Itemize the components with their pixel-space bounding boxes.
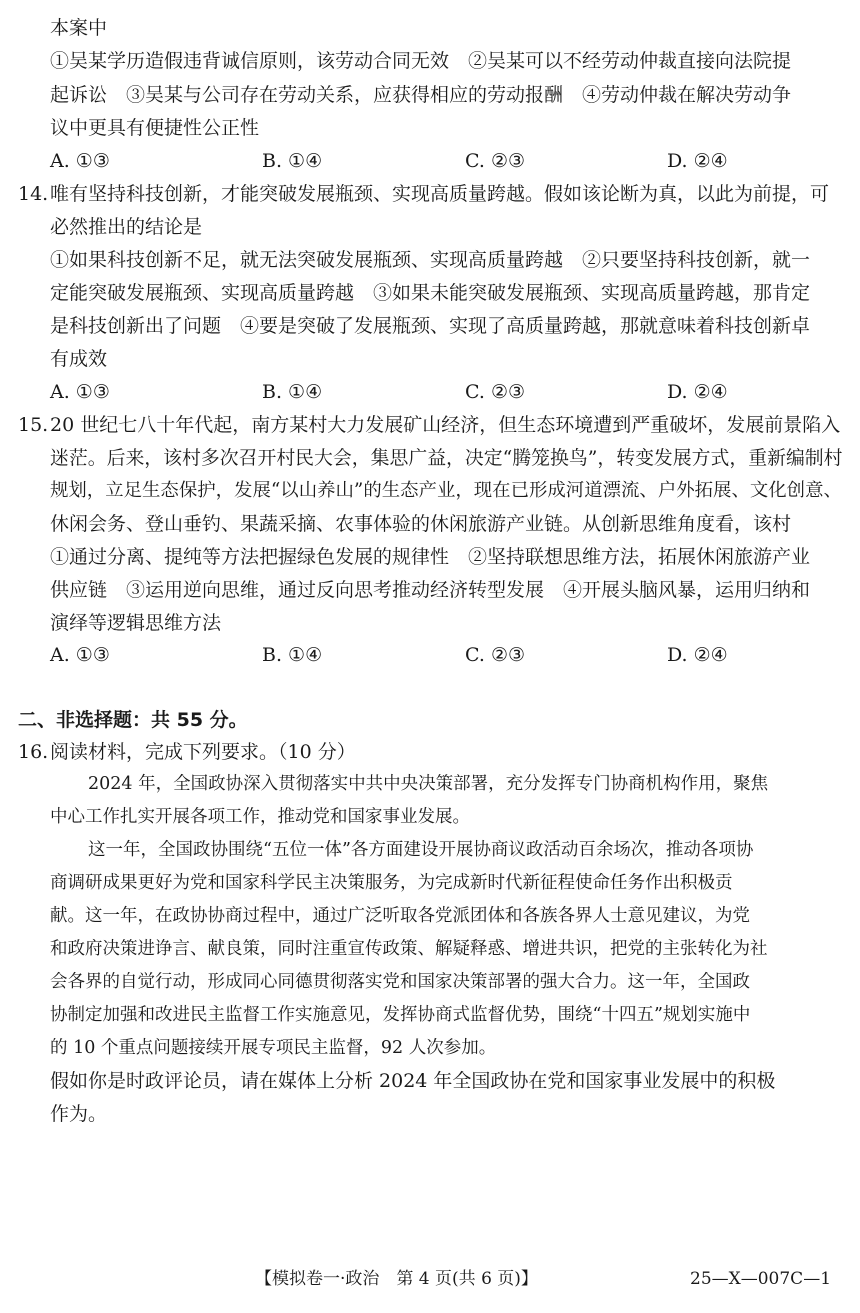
q15-item-line: 供应链 ③运用逆向思维，通过反向思考推动经济转型发展 ④开展头脑风暴，运用归纳和 bbox=[50, 579, 811, 601]
q16-question-line: 作为。 bbox=[50, 1103, 108, 1125]
q16-material-line: 中心工作扎实开展各项工作，推动党和国家事业发展。 bbox=[50, 807, 470, 827]
q16-material-line: 商调研成果更好为党和国家科学民主决策服务，为完成新时代新征程使命任务作出积极贡 bbox=[50, 873, 733, 893]
q14-item-line: 有成效 bbox=[50, 348, 108, 370]
q15-option-b: B. ①④ bbox=[262, 644, 323, 666]
q14-option-c: C. ②③ bbox=[465, 381, 526, 403]
q16-number: 16. bbox=[18, 741, 49, 763]
q16-instruction: 阅读材料，完成下列要求。（10 分） bbox=[50, 741, 356, 763]
q15-stem-line: 休闲会务、登山垂钓、果蔬采摘、农事体验的休闲旅游产业链。从创新思维角度看，该村 bbox=[50, 513, 792, 535]
q14-item-line: ①如果科技创新不足，就无法突破发展瓶颈、实现高质量跨越 ②只要坚持科技创新，就一 bbox=[50, 249, 811, 271]
q14-option-d: D. ②④ bbox=[667, 381, 728, 403]
q14-item-line: 定能突破发展瓶颈、实现高质量跨越 ③如果未能突破发展瓶颈、实现高质量跨越，那肯定 bbox=[50, 282, 811, 304]
q13-item-line: 起诉讼 ③吴某与公司存在劳动关系，应获得相应的劳动报酬 ④劳动仲裁在解决劳动争 bbox=[50, 84, 792, 106]
q15-option-a: A. ①③ bbox=[50, 644, 110, 666]
q15-item-line: ①通过分离、提纯等方法把握绿色发展的规律性 ②坚持联想思维方法，拓展休闲旅游产业 bbox=[50, 546, 811, 568]
q14-option-b: B. ①④ bbox=[262, 381, 323, 403]
q15-option-c: C. ②③ bbox=[465, 644, 526, 666]
q15-stem-line: 20 世纪七八十年代起，南方某村大力发展矿山经济，但生态环境遭到严重破坏，发展前景陷入 bbox=[50, 414, 841, 436]
section-heading: 二、非选择题：共 55 分。 bbox=[18, 709, 248, 731]
q14-stem-line: 必然推出的结论是 bbox=[50, 216, 203, 238]
q16-material-line: 会各界的自觉行动，形成同心同德贯彻落实党和国家决策部署的强大合力。这一年，全国政 bbox=[50, 972, 750, 992]
q15-stem-line: 迷茫。后来，该村多次召开村民大会，集思广益，决定“腾笼换鸟”，转变发展方式，重新编制村 bbox=[50, 447, 843, 469]
q16-material-line: 2024 年，全国政协深入贯彻落实中共中央决策部署，充分发挥专门协商机构作用，聚焦 bbox=[88, 774, 769, 794]
q15-option-d: D. ②④ bbox=[667, 644, 728, 666]
q14-option-a: A. ①③ bbox=[50, 381, 110, 403]
q13-item-line: ①吴某学历造假违背诚信原则，该劳动合同无效 ②吴某可以不经劳动仲裁直接向法院提 bbox=[50, 50, 792, 72]
q16-material-line: 献。这一年，在政协协商过程中，通过广泛听取各党派团体和各族各界人士意见建议，为党 bbox=[50, 906, 750, 926]
q15-number: 15. bbox=[18, 414, 49, 436]
q16-question-line: 假如你是时政评论员，请在媒体上分析 2024 年全国政协在党和国家事业发展中的积极 bbox=[50, 1070, 776, 1092]
q13-option-a: A. ①③ bbox=[50, 150, 110, 172]
q14-stem-line: 唯有坚持科技创新，才能突破发展瓶颈、实现高质量跨越。假如该论断为真，以此为前提，可 bbox=[50, 183, 830, 205]
q16-material-line: 和政府决策进诤言、献良策，同时注重宣传政策、解疑释惑、增进共识，把党的主张转化为社 bbox=[50, 939, 768, 959]
page-footer-code: 25—X—007C—1 bbox=[690, 1269, 832, 1289]
page-footer-label: 【模拟卷一·政治 第 4 页(共 6 页)】 bbox=[255, 1269, 538, 1289]
q13-item-line: 议中更具有便捷性公正性 bbox=[50, 117, 260, 139]
q13-option-b: B. ①④ bbox=[262, 150, 323, 172]
q13-option-c: C. ②③ bbox=[465, 150, 526, 172]
q16-material-line: 这一年，全国政协围绕“五位一体”各方面建设开展协商议政活动百余场次，推动各项协 bbox=[88, 840, 754, 860]
q13-option-d: D. ②④ bbox=[667, 150, 728, 172]
q14-item-line: 是科技创新出了问题 ④要是突破了发展瓶颈、实现了高质量跨越，那就意味着科技创新卓 bbox=[50, 315, 811, 337]
q16-material-line: 协制定加强和改进民主监督工作实施意见，发挥协商式监督优势，围绕“十四五”规划实施中 bbox=[50, 1005, 751, 1025]
q16-material-line: 的 10 个重点问题接续开展专项民主监督，92 人次参加。 bbox=[50, 1038, 497, 1058]
q14-number: 14. bbox=[18, 183, 49, 205]
q15-item-line: 演绎等逻辑思维方法 bbox=[50, 612, 222, 634]
q15-stem-line: 规划，立足生态保护，发展“以山养山”的生态产业，现在已形成河道漂流、户外拓展、文化创意、 bbox=[50, 480, 842, 501]
q13-stem-end: 本案中 bbox=[50, 17, 108, 39]
